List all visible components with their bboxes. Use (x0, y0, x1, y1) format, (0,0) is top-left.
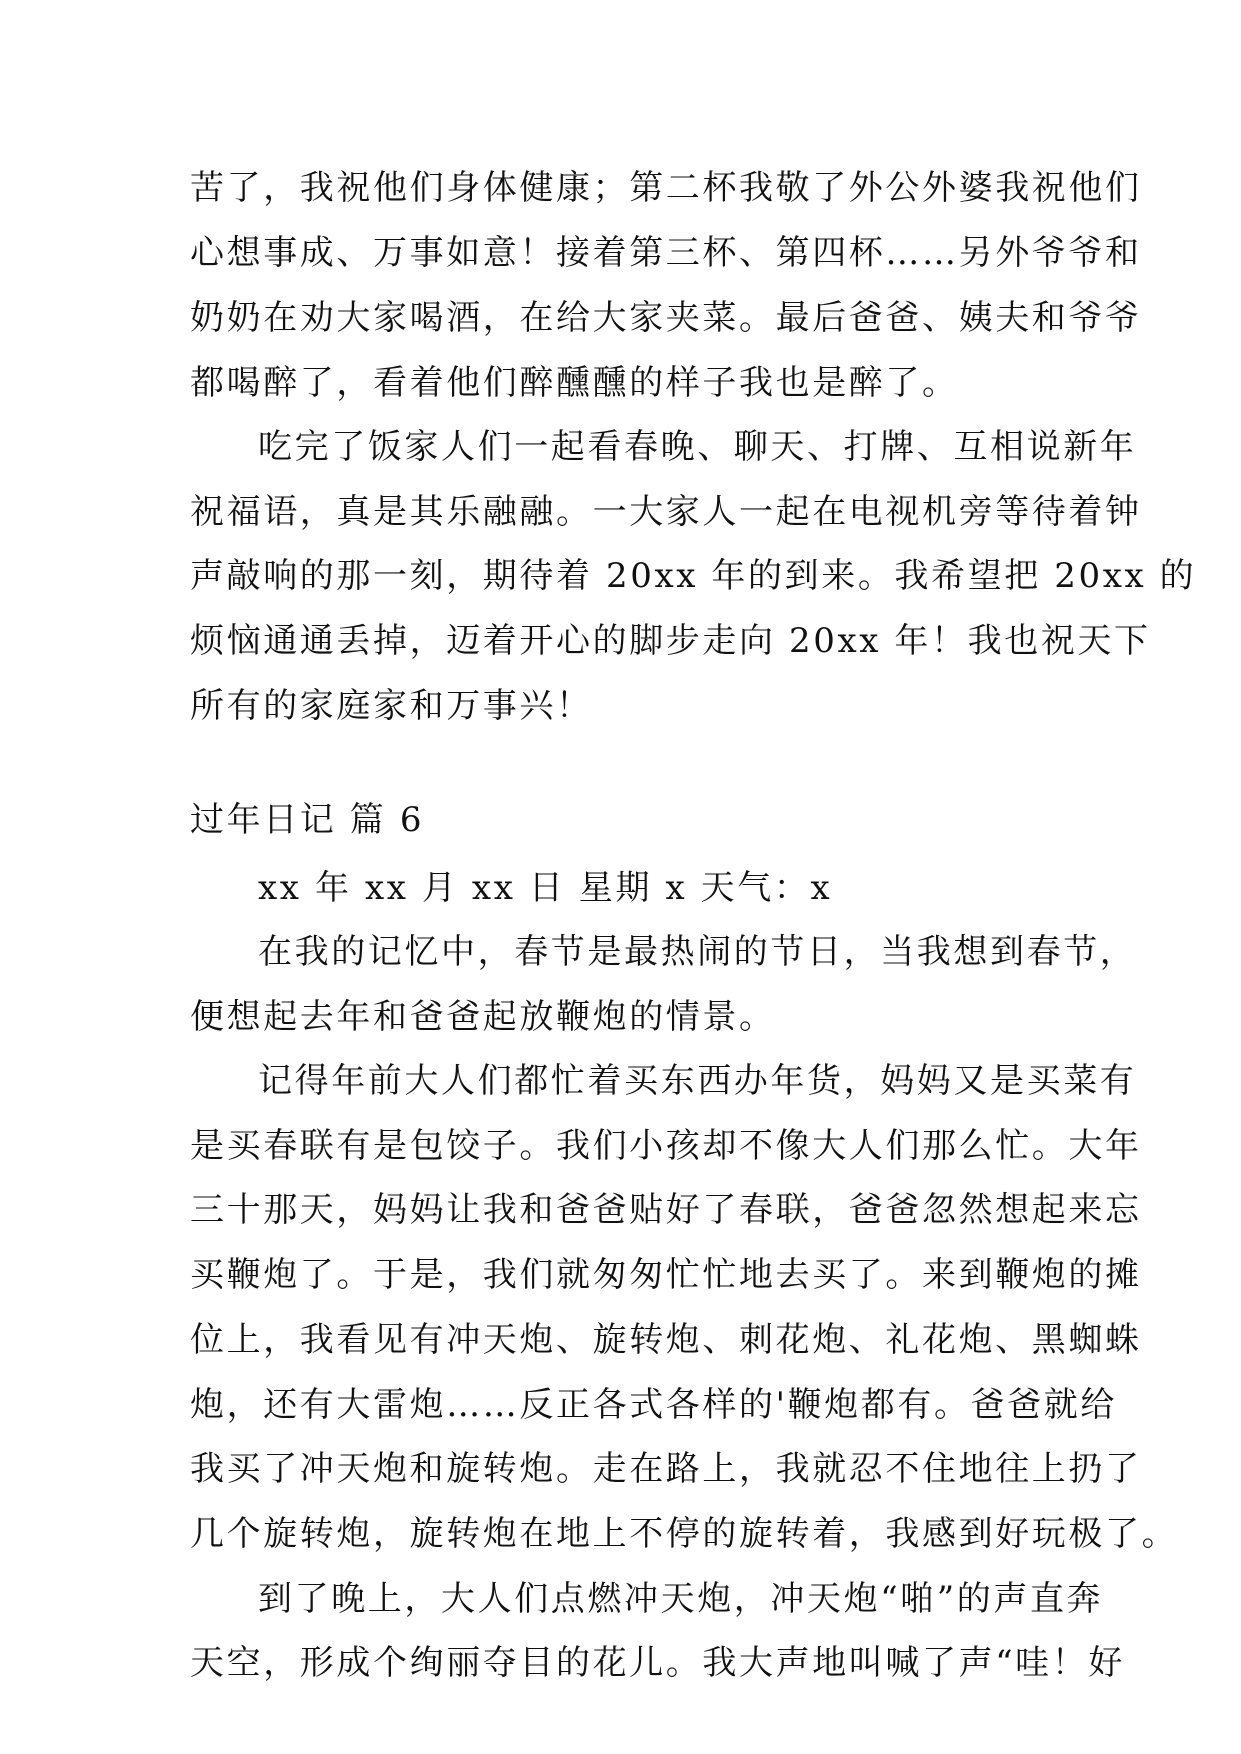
paragraph-first-line: 到了晚上，大人们点燃冲天炮，冲天炮“啪”的声直奔 (258, 1579, 1104, 1619)
text-line: 炮，还有大雷炮……反正各式各样的'鞭炮都有。爸爸就给 (190, 1385, 1117, 1425)
text-line: 苦了，我祝他们身体健康；第二杯我敬了外公外婆我祝他们 (190, 168, 1142, 208)
text-line: 所有的家庭家和万事兴！ (190, 686, 593, 726)
text-line: 便想起去年和爸爸起放鞭炮的情景。 (190, 997, 776, 1037)
text-line: 是买春联有是包饺子。我们小孩却不像大人们那么忙。大年 (190, 1126, 1142, 1166)
date-line: xx 年 xx 月 xx 日 星期 x 天气：x (258, 868, 833, 908)
section-heading: 过年日记 篇 6 (190, 800, 425, 840)
text-line: 买鞭炮了。于是，我们就匆匆忙忙地去买了。来到鞭炮的摊 (190, 1255, 1142, 1295)
text-line: 位上，我看见有冲天炮、旋转炮、刺花炮、礼花炮、黑蜘蛛 (190, 1320, 1142, 1360)
text-line: 烦恼通通丢掉，迈着开心的脚步走向 20xx 年！我也祝天下 (190, 621, 1151, 661)
text-line: 祝福语，真是其乐融融。一大家人一起在电视机旁等待着钟 (190, 492, 1142, 532)
text-line: 我买了冲天炮和旋转炮。走在路上，我就忍不住地往上扔了 (190, 1449, 1142, 1489)
text-line: 奶奶在劝大家喝酒，在给大家夹菜。最后爸爸、姨夫和爷爷 (190, 298, 1142, 338)
paragraph-first-line: 在我的记忆中，春节是最热闹的节日，当我想到春节， (258, 932, 1137, 972)
text-line: 都喝醉了，看着他们醉醺醺的样子我也是醉了。 (190, 363, 959, 403)
text-line: 三十那天，妈妈让我和爸爸贴好了春联，爸爸忽然想起来忘 (190, 1190, 1142, 1230)
text-line: 几个旋转炮，旋转炮在地上不停的旋转着，我感到好玩极了。 (190, 1514, 1179, 1554)
text-line: 心想事成、万事如意！接着第三杯、第四杯……另外爷爷和 (190, 233, 1142, 273)
text-line: 声敲响的那一刻，期待着 20xx 年的到来。我希望把 20xx 的 (190, 556, 1197, 596)
paragraph-first-line: 吃完了饭家人们一起看春晚、聊天、打牌、互相说新年 (258, 427, 1137, 467)
text-line: 天空，形成个绚丽夺目的花儿。我大声地叫喊了声“哇！好 (190, 1643, 1125, 1683)
paragraph-first-line: 记得年前大人们都忙着买东西办年货，妈妈又是买菜有 (258, 1061, 1137, 1101)
